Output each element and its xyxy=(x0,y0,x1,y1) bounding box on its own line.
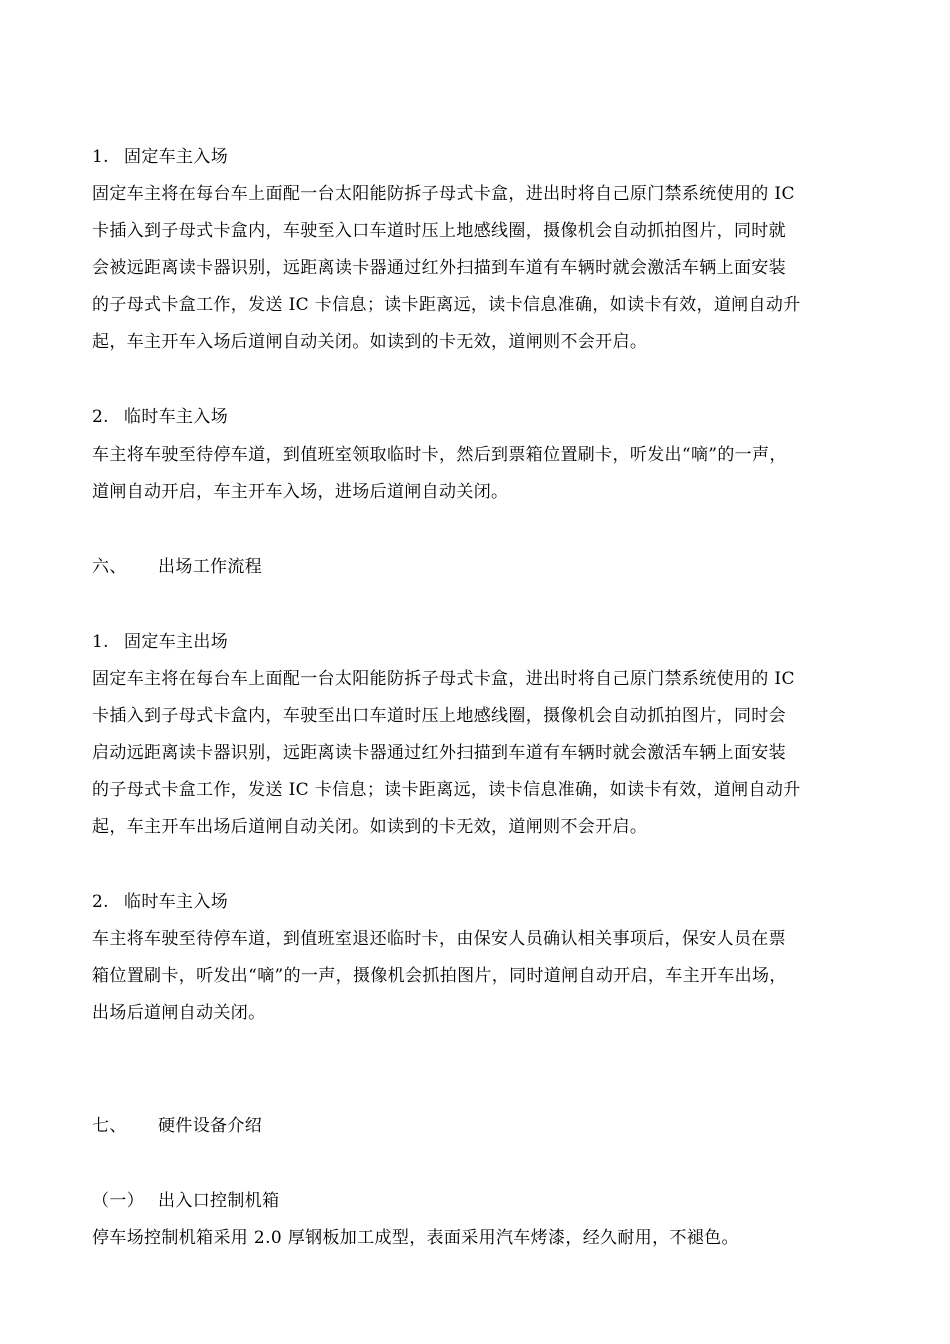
subsection-number: 1. xyxy=(92,632,109,652)
paragraph-line: 的子母式卡盒工作，发送 IC 卡信息；读卡距离远，读卡信息准确，如读卡有效，道闸自动升 xyxy=(92,780,801,800)
section-title: 硬件设备介绍 xyxy=(158,1116,263,1136)
subsection-number: 2. xyxy=(92,407,109,427)
paragraph-line: 的子母式卡盒工作，发送 IC 卡信息；读卡距离远，读卡信息准确，如读卡有效，道闸自动升 xyxy=(92,295,801,315)
subsection-heading xyxy=(92,145,228,169)
subsection-number: （一） xyxy=(92,1191,145,1211)
subsection-number: 2. xyxy=(92,892,109,912)
subsection-heading xyxy=(92,405,228,429)
section-number: 六、 xyxy=(92,557,127,577)
paragraph-line: 起，车主开车出场后道闸自动关闭。如读到的卡无效，道闸则不会开启。 xyxy=(92,817,648,837)
subsection-title: 临时车主入场 xyxy=(124,407,229,427)
section-heading xyxy=(92,1114,262,1138)
paragraph-line: 出场后道闸自动关闭。 xyxy=(92,1003,266,1023)
paragraph-line: 卡插入到子母式卡盒内，车驶至入口车道时压上地感线圈，摄像机会自动抓拍图片，同时就 xyxy=(92,221,786,241)
paragraph-line: 会被远距离读卡器识别，远距离读卡器通过红外扫描到车道有车辆时就会激活车辆上面安装 xyxy=(92,258,786,278)
subsection-title: 固定车主入场 xyxy=(124,147,229,167)
paragraph-line: 固定车主将在每台车上面配一台太阳能防拆子母式卡盒，进出时将自己原门禁系统使用的 IC xyxy=(92,669,795,689)
paragraph-line: 启动远距离读卡器识别，远距离读卡器通过红外扫描到车道有车辆时就会激活车辆上面安装 xyxy=(92,743,786,763)
subsection-heading xyxy=(92,630,228,654)
subsection-heading xyxy=(92,890,228,914)
subsection-heading xyxy=(92,1189,279,1213)
paragraph-line: 起，车主开车入场后道闸自动关闭。如读到的卡无效，道闸则不会开启。 xyxy=(92,332,648,352)
paragraph-line: 车主将车驶至待停车道，到值班室领取临时卡，然后到票箱位置刷卡，听发出“嘀”的一声， xyxy=(92,445,787,465)
paragraph-line: 车主将车驶至待停车道，到值班室退还临时卡，由保安人员确认相关事项后，保安人员在票 xyxy=(92,929,786,949)
paragraph-line: 道闸自动开启，车主开车入场，进场后道闸自动关闭。 xyxy=(92,482,509,502)
subsection-title: 出入口控制机箱 xyxy=(158,1191,280,1211)
section-heading xyxy=(92,555,262,579)
section-number: 七、 xyxy=(92,1116,127,1136)
subsection-number: 1. xyxy=(92,147,109,167)
paragraph-line: 卡插入到子母式卡盒内，车驶至出口车道时压上地感线圈，摄像机会自动抓拍图片，同时会 xyxy=(92,706,786,726)
paragraph-line: 停车场控制机箱采用 2.0 厚钢板加工成型，表面采用汽车烤漆，经久耐用，不褪色。 xyxy=(92,1228,739,1248)
subsection-title: 固定车主出场 xyxy=(124,632,229,652)
section-title: 出场工作流程 xyxy=(158,557,263,577)
paragraph-line: 固定车主将在每台车上面配一台太阳能防拆子母式卡盒，进出时将自己原门禁系统使用的 IC xyxy=(92,184,795,204)
subsection-title: 临时车主入场 xyxy=(124,892,229,912)
paragraph-line: 箱位置刷卡，听发出“嘀”的一声，摄像机会抓拍图片，同时道闸自动开启，车主开车出场， xyxy=(92,966,787,986)
